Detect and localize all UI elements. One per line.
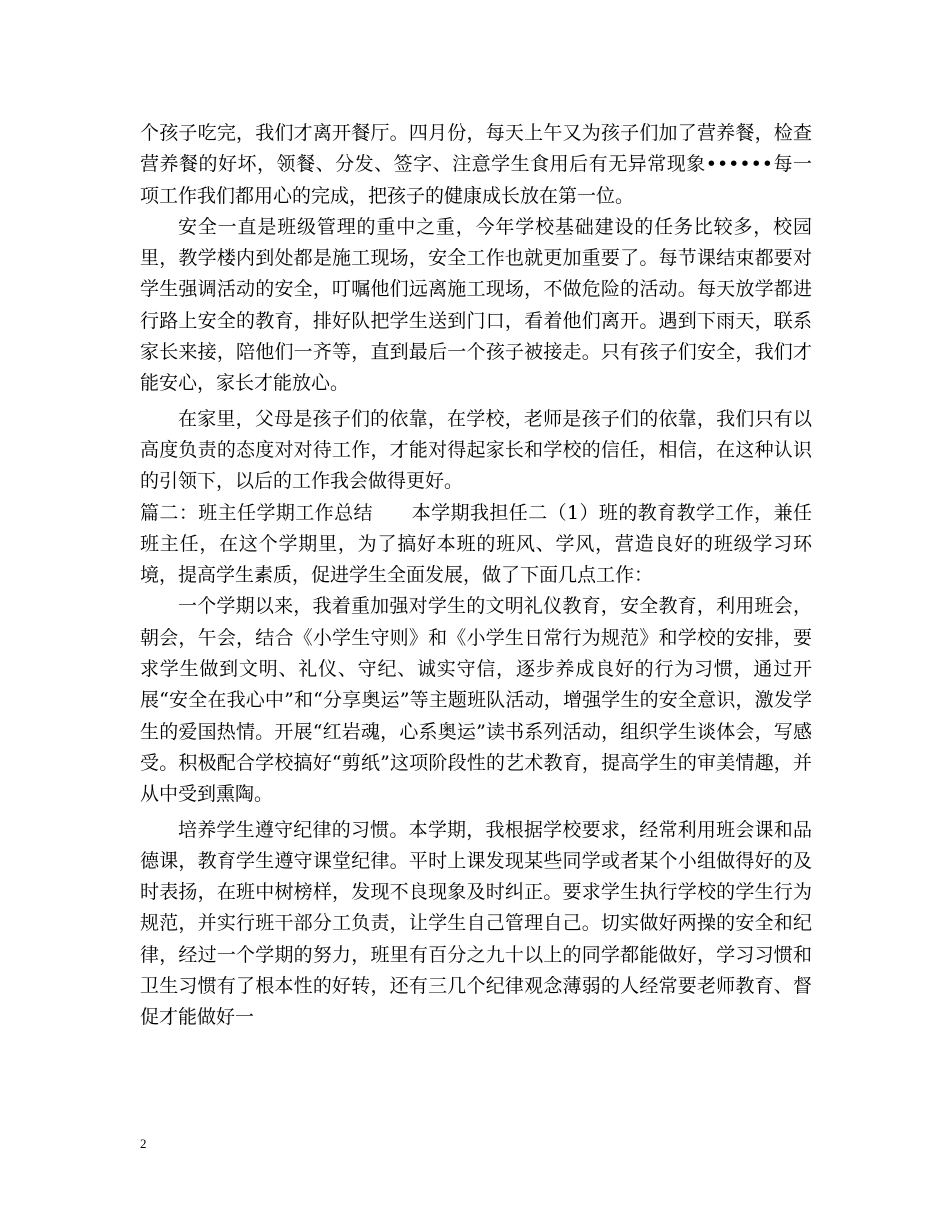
page-number: 2 [140, 1136, 147, 1151]
paragraph-safety: 安全一直是班级管理的重中之重，今年学校基础建设的任务比较多，校园里，教学楼内到处都是施工现场，安全工作也就更加重要了。每节课结束都要对学生强调活动的安全，叮嘱他们远离施工现场，不做危险的活动。每天放学都进行路上安全的教育，排好队把学生送到门口，看着他们离开。遇到下雨天，联系家长来接，陪他们一齐等，直到最后一个孩子被接走。只有孩子们安全，我们才能安心，家长才能放心。 [140, 215, 812, 395]
document-page [140, 118, 812, 1034]
paragraph-etiquette-education: 一个学期以来，我着重加强对学生的文明礼仪教育，安全教育，利用班会，朝会，午会，结合《小学生守则》和《小学生日常行为规范》和学校的安排，要求学生做到文明、礼仪、守纪、诚实守信，逐步养成良好的行为习惯，通过开展“安全在我心中”和“分享奥运”等主题班队活动，增强学生的安全意识，激发学生的爱国热情。开展“红岩魂，心系奥运”读书系列活动，组织学生谈体会，写感受。积极配合学校搞好“剪纸”这项阶段性的艺术教育，提高学生的审美情趣，并从中受到熏陶。 [140, 595, 812, 806]
paragraph-discipline: 培养学生遵守纪律的习惯。本学期，我根据学校要求，经常利用班会课和品德课，教育学生遵守课堂纪律。平时上课发现某些同学或者某个小组做得好的及时表扬，在班中树榜样，发现不良现象及时纠正。要求学生执行学校的学生行为规范，并实行班干部分工负责，让学生自己管理自己。切实做好两操的安全和纪律，经过一个学期的努力，班里有百分之九十以上的同学都能做好，学习习惯和卫生习惯有了根本性的好转，还有三几个纪律观念薄弱的人经常要老师教育、督促才能做好一 [140, 818, 812, 1029]
paragraph-responsibility: 在家里，父母是孩子们的依靠，在学校，老师是孩子们的依靠，我们只有以高度负责的态度对对待工作，才能对得起家长和学校的信任，相信，在这种认识的引领下，以后的工作我会做得更好。 [140, 407, 812, 493]
paragraph-section-two-intro: 篇二：班主任学期工作总结 本学期我担任二（1）班的教育教学工作，兼任班主任，在这个学期里，为了搞好本班的班风、学风，营造良好的班级学习环境，提高学生素质，促进学生全面发展，做了下面几点工作： [140, 501, 812, 587]
paragraph-meal-supervision: 个孩子吃完，我们才离开餐厅。四月份，每天上午又为孩子们加了营养餐，检查营养餐的好坏，领餐、分发、签字、注意学生食用后有无异常现象••••••每一项工作我们都用心的完成，把孩子的健康成长放在第一位。 [140, 122, 812, 207]
